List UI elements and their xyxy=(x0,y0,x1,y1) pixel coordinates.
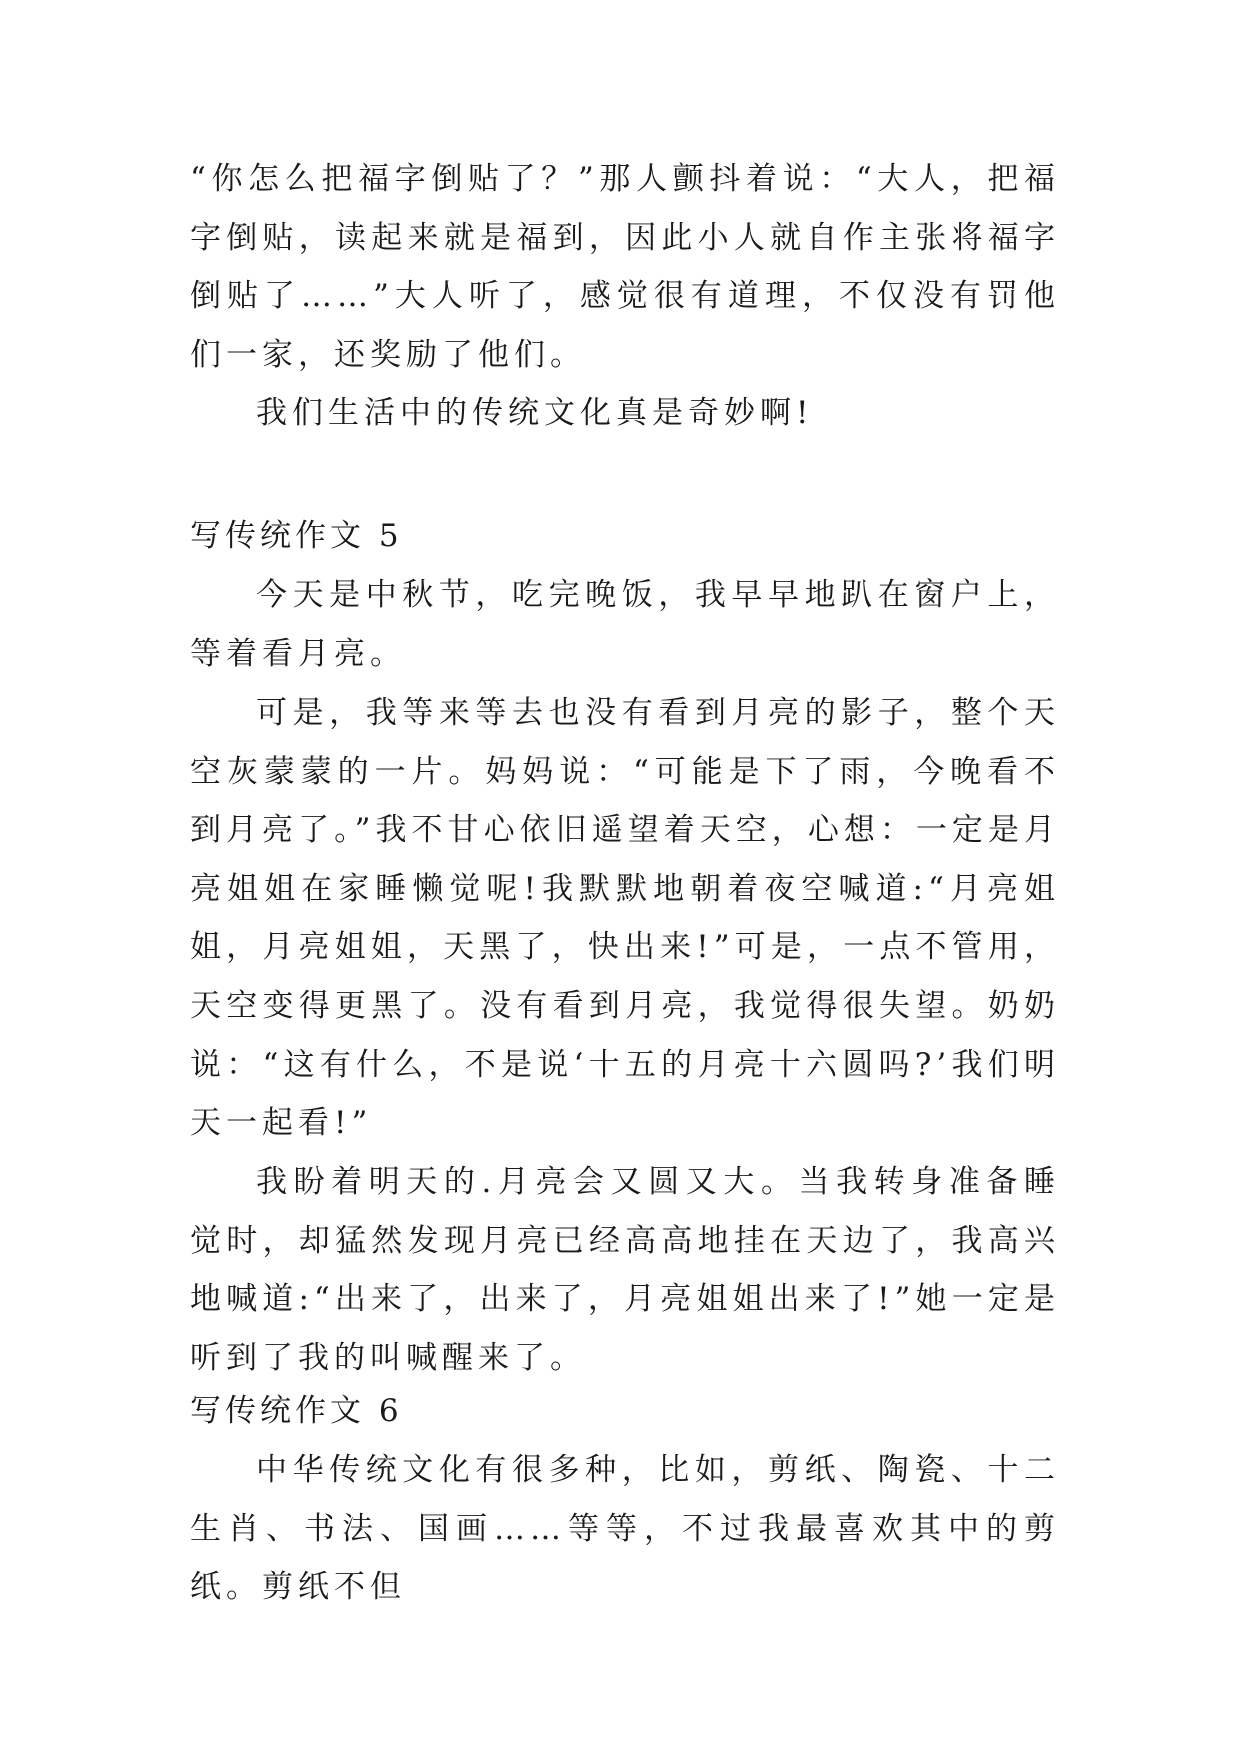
article-5-paragraph-3: 我盼着明天的.月亮会又圆又大。当我转身准备睡觉时，却猛然发现月亮已经高高地挂在天边了，我高兴地喊道:“出来了，出来了，月亮姐姐出来了!”她一定是听到了我的叫喊醒来了。 xyxy=(190,1164,1060,1376)
article-5-paragraph-1: 今天是中秋节，吃完晚饭，我早早地趴在窗户上，等着看月亮。 xyxy=(190,577,1060,672)
article-6-paragraph-1: 中华传统文化有很多种，比如，剪纸、陶瓷、十二生肖、书法、国画……等等，不过我最喜欢其中的剪纸。剪纸不但 xyxy=(190,1452,1060,1606)
article-6-title: 写传统作文 6 xyxy=(190,1393,403,1429)
article-5-title: 写传统作文 5 xyxy=(190,518,403,554)
article-4-continued-paragraph: “你怎么把福字倒贴了？”那人颤抖着说：“大人，把福字倒贴，读起来就是福到，因此小人就自作主张将福字倒贴了……”大人听了，感觉很有道理，不仅没有罚他们一家，还奖励了他们。 xyxy=(190,161,1060,373)
article-5-paragraph-2: 可是，我等来等去也没有看到月亮的影子，整个天空灰蒙蒙的一片。妈妈说：“可能是下了雨，今晚看不到月亮了。”我不甘心依旧遥望着天空，心想：一定是月亮姐姐在家睡懒觉呢!我默默地朝着夜空喊道:“月亮姐姐，月亮姐姐，天黑了，快出来!”可是，一点不管用，天空变得更黑了。没有看到月亮，我觉得很失望。奶奶说：“这有什么，不是说‘十五的月亮十六圆吗?’我们明天一起看!” xyxy=(190,695,1060,1142)
article-4-closing-paragraph: 我们生活中的传统文化真是奇妙啊! xyxy=(256,395,814,431)
